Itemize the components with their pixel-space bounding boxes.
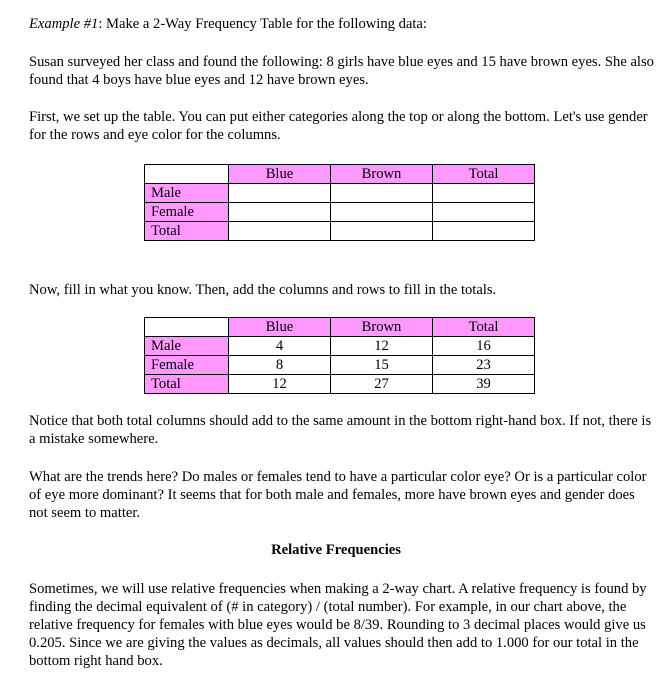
table-row	[145, 356, 535, 375]
table-row	[145, 222, 535, 241]
column-header-total: Total	[433, 318, 535, 337]
table-cell	[331, 184, 433, 203]
column-header-brown: Brown	[331, 318, 433, 337]
cell-male-brown: 12	[331, 337, 433, 356]
table-cell	[229, 203, 331, 222]
table-header-row	[145, 318, 535, 337]
table-corner-cell	[145, 165, 229, 184]
column-header-total: Total	[433, 165, 535, 184]
paragraph-relative-frequency: Sometimes, we will use relative frequencies when making a 2-way chart. A relative frequency is found by finding the decimal equivalent of (# in category) / (total number). For example, in our chart above, the relative frequency for females with blue eyes would be 8/39. Rounding to 3 decimal places would give us 0.205. Since we are giving the values as decimals, all values should then add to 1.000 for our total in the bottom right hand box.	[29, 581, 647, 669]
cell-male-blue: 4	[229, 337, 331, 356]
row-header-total: Total	[145, 222, 229, 241]
row-header-male: Male	[145, 184, 229, 203]
cell-total-brown: 27	[331, 375, 433, 394]
cell-total-blue: 12	[229, 375, 331, 394]
row-header-female: Female	[145, 203, 229, 222]
table-header-row	[145, 165, 535, 184]
row-header-male: Male	[145, 337, 229, 356]
table-cell	[331, 203, 433, 222]
table-row	[145, 203, 535, 222]
example-label: Example #1	[29, 16, 99, 32]
table-cell	[331, 222, 433, 241]
cell-female-blue: 8	[229, 356, 331, 375]
example-title	[29, 15, 654, 33]
table-cell	[433, 203, 535, 222]
table-row	[145, 337, 535, 356]
cell-female-total: 23	[433, 356, 535, 375]
cell-male-total: 16	[433, 337, 535, 356]
paragraph-trends: What are the trends here? Do males or females tend to have a particular color eye? Or is a particular color of eye more dominant? It seems that for both male and females, more have brown eyes and gender does not seem to matter.	[29, 469, 647, 521]
cell-grand-total: 39	[433, 375, 535, 394]
column-header-blue: Blue	[229, 318, 331, 337]
row-header-total: Total	[145, 375, 229, 394]
table-cell	[433, 222, 535, 241]
table-row	[145, 375, 535, 394]
table-cell	[229, 222, 331, 241]
table-row	[145, 184, 535, 203]
table-cell	[229, 184, 331, 203]
row-header-female: Female	[145, 356, 229, 375]
paragraph-fill-in: Now, fill in what you know. Then, add the columns and rows to fill in the totals.	[29, 282, 497, 298]
paragraph-problem: Susan surveyed her class and found the following: 8 girls have blue eyes and 15 have brown eyes. She also found that 4 boys have blue eyes and 12 have brown eyes.	[29, 54, 654, 88]
column-header-brown: Brown	[331, 165, 433, 184]
table-corner-cell	[145, 318, 229, 337]
table-cell	[433, 184, 535, 203]
cell-female-brown: 15	[331, 356, 433, 375]
paragraph-check-totals: Notice that both total columns should add to the same amount in the bottom right-hand box. If not, there is a mistake somewhere.	[29, 413, 652, 447]
paragraph-setup: First, we set up the table. You can put either categories along the top or along the bottom. Let's use gender for the rows and eye color for the columns.	[29, 109, 648, 143]
filled-frequency-table	[144, 317, 535, 394]
section-heading: Relative Frequencies	[271, 542, 401, 558]
empty-frequency-table	[144, 164, 535, 241]
column-header-blue: Blue	[229, 165, 331, 184]
example-text: : Make a 2-Way Frequency Table for the following data:	[98, 16, 427, 32]
